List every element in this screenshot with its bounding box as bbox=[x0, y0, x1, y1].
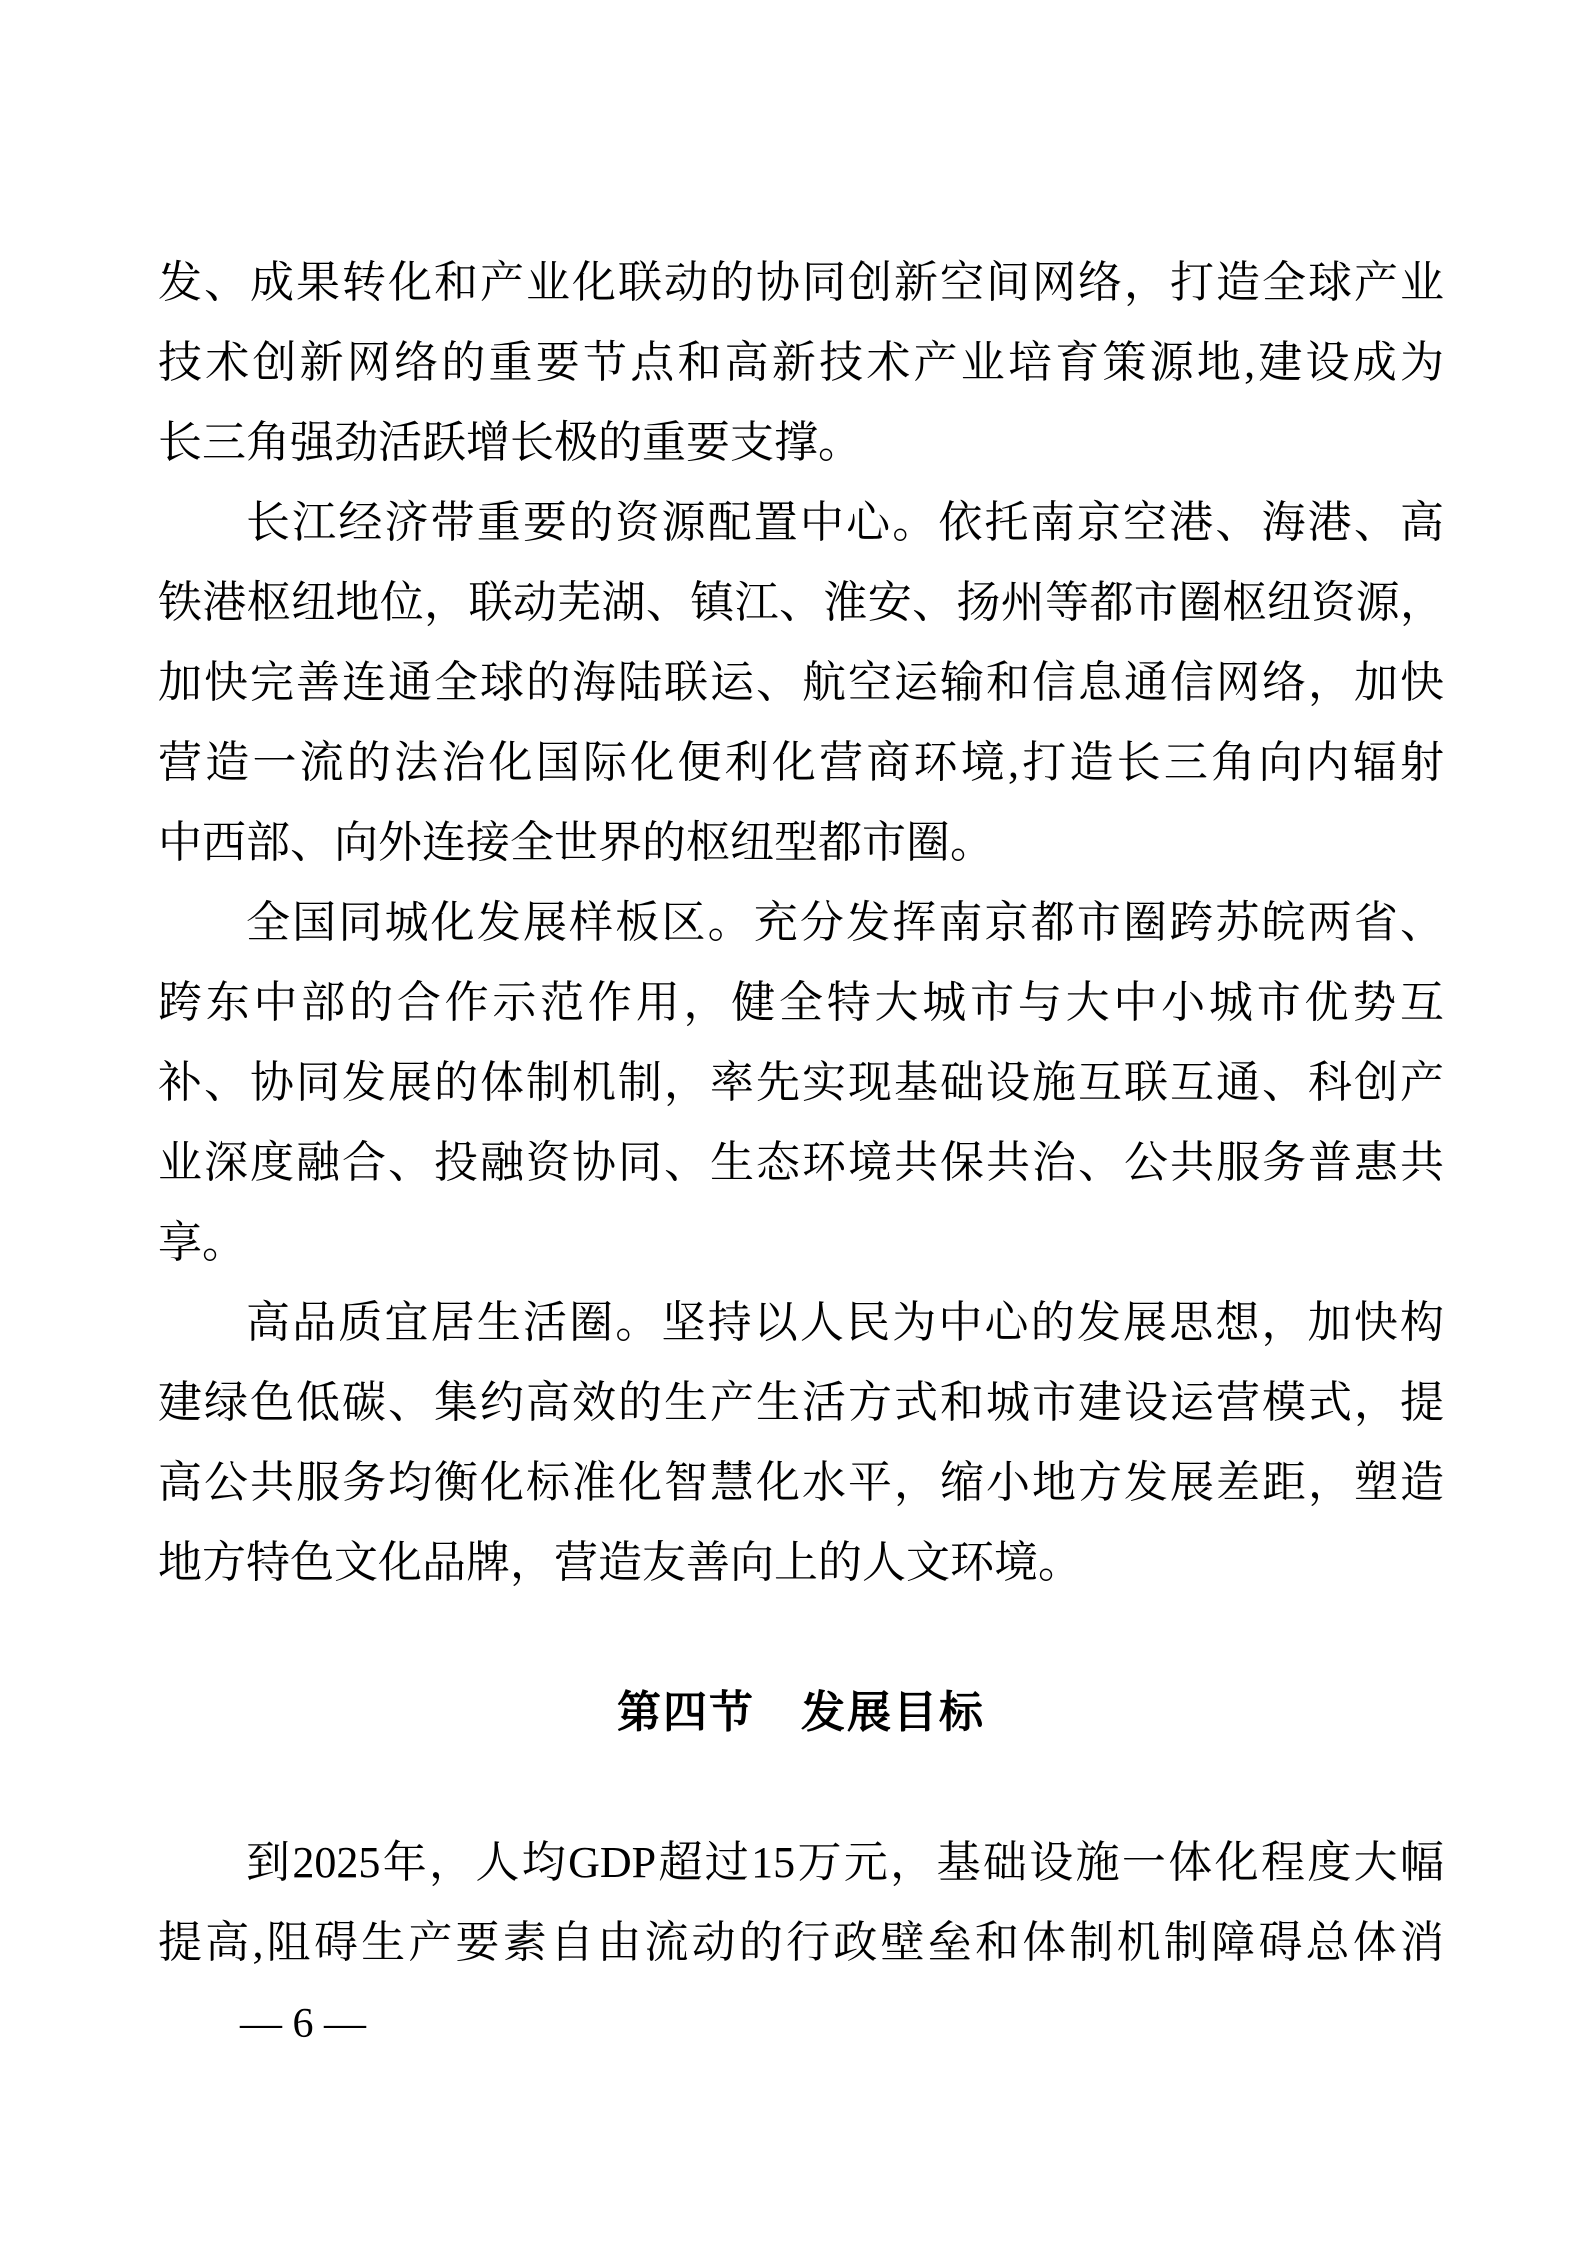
para-3-line-1: 全国同城化发展样板区。充分发挥南京都市圈跨苏皖两省、 bbox=[246, 898, 1444, 947]
para-2-line-1: 长江经济带重要的资源配置中心。依托南京空港、海港、高 bbox=[246, 498, 1444, 547]
para-2-line-2: 铁港枢纽地位，联动芜湖、镇江、淮安、扬州等都市圈枢纽资源， bbox=[158, 578, 1444, 627]
para-3-line-3: 补、协同发展的体制机制，率先实现基础设施互联互通、科创产 bbox=[158, 1058, 1444, 1107]
para-1-line-1: 发、成果转化和产业化联动的协同创新空间网络，打造全球产业 bbox=[158, 258, 1444, 307]
para-4-line-2: 建绿色低碳、集约高效的生产生活方式和城市建设运营模式，提 bbox=[158, 1378, 1444, 1427]
para-2-line-5: 中西部、向外连接全世界的枢纽型都市圈。 bbox=[158, 818, 994, 867]
page-body bbox=[158, 243, 1444, 2063]
para-4-line-3: 高公共服务均衡化标准化智慧化水平，缩小地方发展差距，塑造 bbox=[158, 1458, 1444, 1507]
para-2-line-4: 营造一流的法治化国际化便利化营商环境,打造长三角向内辐射 bbox=[158, 738, 1444, 787]
para-3-line-2: 跨东中部的合作示范作用，健全特大城市与大中小城市优势互 bbox=[158, 978, 1444, 1027]
para-3-line-5: 享。 bbox=[158, 1218, 246, 1267]
para-2-line-3: 加快完善连通全球的海陆联运、航空运输和信息通信网络，加快 bbox=[158, 658, 1444, 707]
para-3-line-4: 业深度融合、投融资协同、生态环境共保共治、公共服务普惠共 bbox=[158, 1138, 1444, 1187]
section-heading: 第四节 发展目标 bbox=[617, 1688, 985, 1737]
para-1-line-2: 技术创新网络的重要节点和高新技术产业培育策源地,建设成为 bbox=[158, 338, 1444, 387]
page-number: — 6 — bbox=[240, 2001, 366, 2047]
para-4-line-1: 高品质宜居生活圈。坚持以人民为中心的发展思想，加快构 bbox=[246, 1298, 1444, 1347]
goals-para-line-2: 提高,阻碍生产要素自由流动的行政壁垒和体制机制障碍总体消 bbox=[158, 1918, 1444, 1967]
para-1-line-3: 长三角强劲活跃增长极的重要支撑。 bbox=[158, 418, 862, 467]
goals-para-line-1: 到2025年，人均GDP超过15万元，基础设施一体化程度大幅 bbox=[246, 1838, 1444, 1887]
para-4-line-4: 地方特色文化品牌，营造友善向上的人文环境。 bbox=[158, 1538, 1082, 1587]
